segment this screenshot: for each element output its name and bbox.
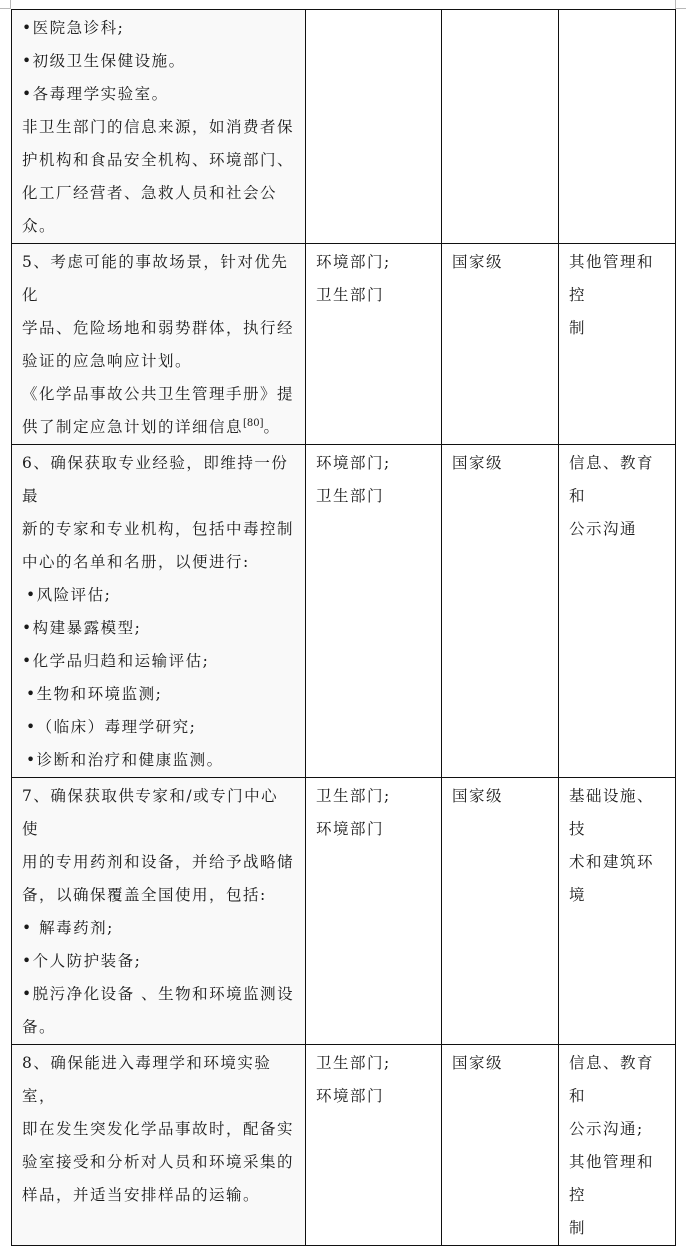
measure-line: 化工厂经营者、急救人员和社会公 xyxy=(22,184,278,202)
category-line: 术和建筑环境 xyxy=(569,853,655,904)
measure-line-tail: 。 xyxy=(263,418,281,436)
level-cell: 国家级 xyxy=(442,778,559,1045)
level-cell xyxy=(442,10,559,244)
category-line: 制 xyxy=(569,319,587,337)
category-line: 其他管理和控 xyxy=(569,1153,655,1204)
table-row xyxy=(12,244,676,445)
measure-line: •风险评估; xyxy=(26,586,112,604)
measure-line: •初级卫生保健设施。 xyxy=(22,52,186,70)
measure-line: • 解毒药剂; xyxy=(22,919,114,937)
measure-line: •脱污净化设备 、生物和环境监测设 xyxy=(22,985,295,1003)
measure-line: 5、考虑可能的事故场景，针对优先化 xyxy=(22,253,289,304)
table-row xyxy=(12,10,676,244)
measure-line xyxy=(22,411,295,444)
measure-line: 众。 xyxy=(22,217,57,235)
measure-line: 护机构和食品安全机构、环境部门、 xyxy=(22,151,295,169)
department-cell xyxy=(306,1045,442,1246)
measures-table xyxy=(11,9,676,1246)
measure-cell xyxy=(12,244,306,445)
page-corner-mark-top-right xyxy=(675,0,686,9)
citation-reference: [80] xyxy=(243,418,264,429)
table-row xyxy=(12,445,676,778)
category-line: 公示沟通; xyxy=(569,1120,644,1138)
measure-cell xyxy=(12,1045,306,1246)
department-line: 环境部门; xyxy=(316,253,391,271)
measure-line: 中心的名单和名册，以便进行: xyxy=(22,553,250,571)
category-line: 基础设施、技 xyxy=(569,787,655,838)
category-cell xyxy=(559,10,676,244)
measure-line: 样品，并适当安排样品的运输。 xyxy=(22,1186,261,1204)
measure-line: 验证的应急响应计划。 xyxy=(22,352,193,370)
department-cell xyxy=(306,244,442,445)
measure-line: 用的专用药剂和设备，并给予战略储 xyxy=(22,853,295,871)
department-cell xyxy=(306,445,442,778)
category-line: 制 xyxy=(569,1219,587,1237)
table-row xyxy=(12,778,676,1045)
measure-line: 8、确保能进入毒理学和环境实验室， xyxy=(22,1054,272,1105)
measure-line: 《化学品事故公共卫生管理手册》提 xyxy=(22,385,295,403)
category-cell xyxy=(559,445,676,778)
measure-line: •构建暴露模型; xyxy=(22,619,142,637)
category-line: 其他管理和控 xyxy=(569,253,655,304)
department-line: 卫生部门 xyxy=(316,487,385,505)
measure-line: •各毒理学实验室。 xyxy=(22,85,169,103)
department-line: 环境部门 xyxy=(316,1087,385,1105)
measure-cell xyxy=(12,778,306,1045)
department-line: 环境部门; xyxy=(316,454,391,472)
measure-line: 备，以确保覆盖全国使用，包括: xyxy=(22,886,267,904)
department-cell xyxy=(306,10,442,244)
category-cell xyxy=(559,244,676,445)
department-line: 卫生部门; xyxy=(316,1054,391,1072)
measure-line: 验室接受和分析对人员和环境采集的 xyxy=(22,1153,295,1171)
page-corner-mark-top-left xyxy=(0,0,11,9)
measure-line: 备。 xyxy=(22,1018,57,1036)
measure-line: 即在发生突发化学品事故时，配备实 xyxy=(22,1120,295,1138)
measure-line: •医院急诊科; xyxy=(22,19,125,37)
measure-line: 7、确保获取供专家和/或专门中心使 xyxy=(22,787,279,838)
category-line: 信息、教育和 xyxy=(569,454,655,505)
level-cell: 国家级 xyxy=(442,1045,559,1246)
level-cell: 国家级 xyxy=(442,244,559,445)
measure-cell xyxy=(12,445,306,778)
department-line: 卫生部门 xyxy=(316,286,385,304)
category-cell xyxy=(559,1045,676,1246)
measure-cell xyxy=(12,10,306,244)
measure-line: •（临床）毒理学研究; xyxy=(26,718,197,736)
measure-line: 学品、危险场地和弱势群体，执行经 xyxy=(22,319,295,337)
department-line: 环境部门 xyxy=(316,820,385,838)
measure-line: •化学品归趋和运输评估; xyxy=(22,652,210,670)
measure-line: 非卫生部门的信息来源，如消费者保 xyxy=(22,118,295,136)
level-cell: 国家级 xyxy=(442,445,559,778)
category-cell xyxy=(559,778,676,1045)
measure-line: 新的专家和专业机构，包括中毒控制 xyxy=(22,520,295,538)
measure-line: 6、确保获取专业经验，即维持一份最 xyxy=(22,454,289,505)
measure-line: •诊断和治疗和健康监测。 xyxy=(26,751,224,769)
measure-line: •个人防护装备; xyxy=(22,952,142,970)
measure-line-text: 供了制定应急计划的详细信息 xyxy=(22,418,244,436)
measure-line: •生物和环境监测; xyxy=(26,685,163,703)
category-line: 公示沟通 xyxy=(569,520,638,538)
table-row xyxy=(12,1045,676,1246)
department-line: 卫生部门; xyxy=(316,787,391,805)
department-cell xyxy=(306,778,442,1045)
category-line: 信息、教育和 xyxy=(569,1054,655,1105)
